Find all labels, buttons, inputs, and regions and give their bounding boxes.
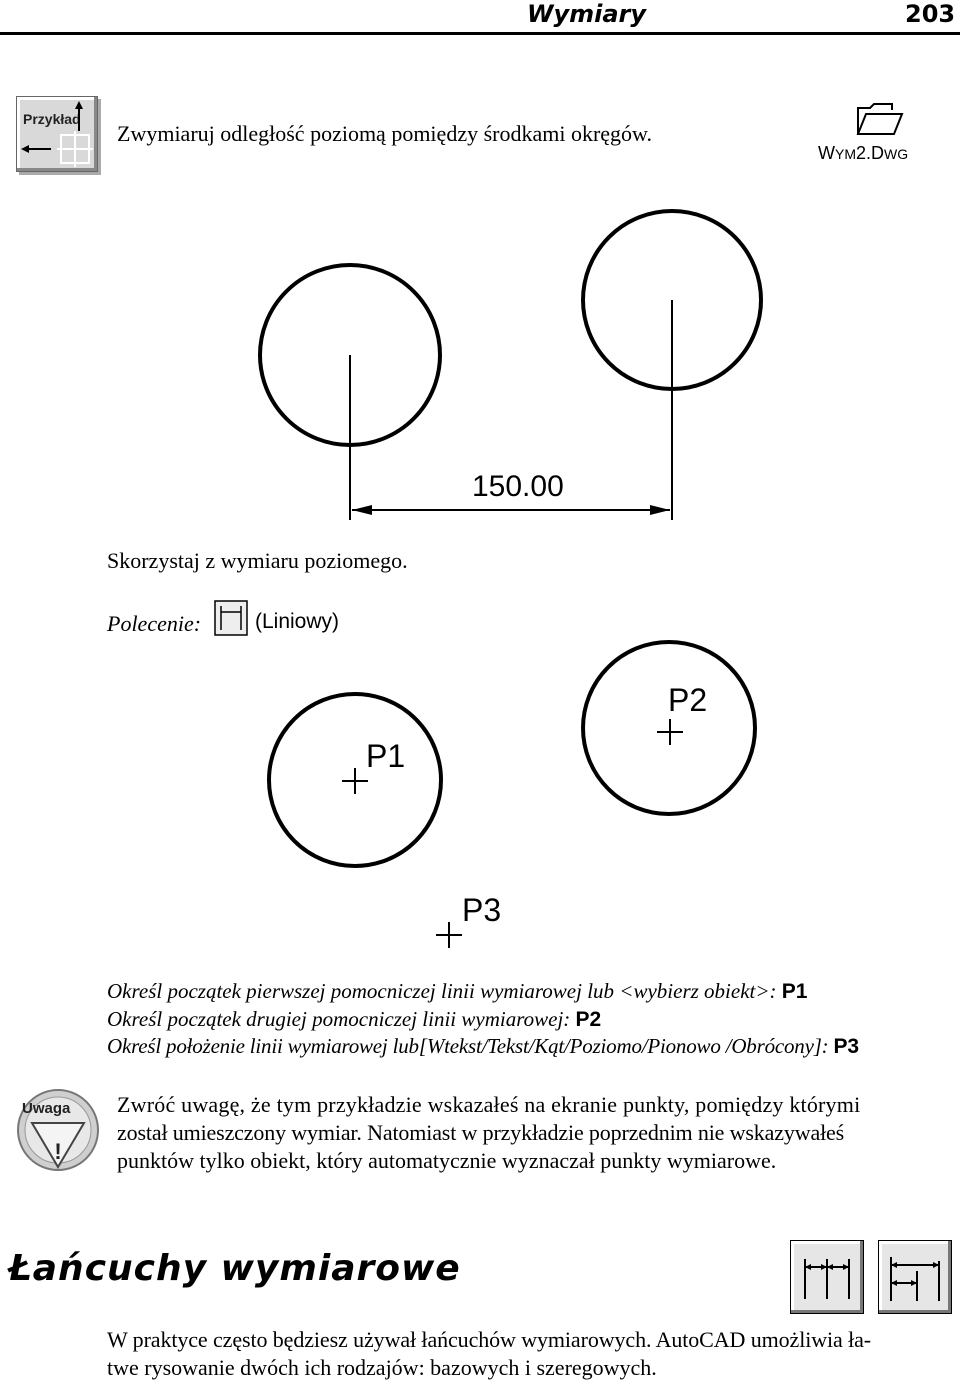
file-name-part3: 2.D [856,143,885,163]
arrow-left [352,505,372,515]
command-name: (Liniowy) [255,610,340,633]
label-p2: P2 [668,682,708,718]
header-rule [0,32,960,35]
p2-marker [657,719,683,745]
label-p3: P3 [462,892,502,928]
note-badge [14,1085,102,1175]
example-badge-icon [17,97,97,171]
prompt-text: Określ początek drugiej pomocniczej linii wymiarowej: [107,1007,576,1031]
hint-text: Skorzystaj z wymiaru poziomego. [107,548,408,573]
continue-dimension-button[interactable] [878,1240,952,1314]
dimension-value: 150.00 [472,470,564,503]
section-line-1: W praktyce często będziesz używał łańcuchów wymiarowych. AutoCAD umożliwia ła- [107,1327,871,1352]
arrow-right [650,505,670,515]
baseline-dimension-button[interactable] [790,1240,864,1314]
p3-marker [436,922,462,948]
note-line-2: został umieszczony wymiar. Natomiast w przykładzie poprzednim nie wskazywałeś [117,1120,845,1145]
prompt-answer: P3 [833,1035,859,1058]
page-number: 203 [905,0,956,28]
section-line-2: twe rysowanie dwóch ich rodzajów: bazowych i szeregowych. [107,1355,657,1380]
note-badge-label: Uwaga [22,1100,71,1117]
svg-text:!: ! [54,1139,62,1164]
label-p1: P1 [366,738,406,774]
prompt-answer: P1 [781,980,808,1003]
baseline-dimension-icon [791,1241,863,1313]
p1-marker [342,768,368,794]
note-line-1: Zwróć uwagę, że tym przykładzie wskazałeś na ekranie punkty, pomiędzy którymi [117,1092,861,1117]
prompt-line-3 [107,1033,859,1060]
section-heading: Łańcuchy wymiarowe [8,1248,461,1289]
file-name-part2: YM [835,146,856,162]
header-title: Wymiary [527,0,647,28]
prompt-text: Określ początek pierwszej pomocniczej linii wymiarowej lub <wybierz obiekt>: [107,979,782,1003]
prompt-answer: P2 [575,1008,602,1031]
example-instruction: Zwymiaruj odległość poziomą pomiędzy środkami okręgów. [117,121,653,146]
continue-dimension-icon [879,1241,951,1313]
note-line-3: punktów tylko obiekt, który automatycznie wyznaczał punkty wymiarowe. [117,1148,777,1173]
example-badge-label: Przykład [23,111,81,127]
file-name-part4: WG [884,146,909,162]
example-badge [16,96,98,172]
file-name-part1: W [818,143,835,163]
folder-icon [852,100,904,138]
command-prefix: Polecenie: [107,611,202,636]
file-name [818,143,908,164]
prompt-line-2 [107,1006,601,1033]
prompt-line-1 [107,978,807,1005]
prompt-text: Określ położenie linii wymiarowej lub[Wtekst/Tekst/Kąt/Poziomo/Pionowo /Obrócony]: [107,1034,834,1058]
